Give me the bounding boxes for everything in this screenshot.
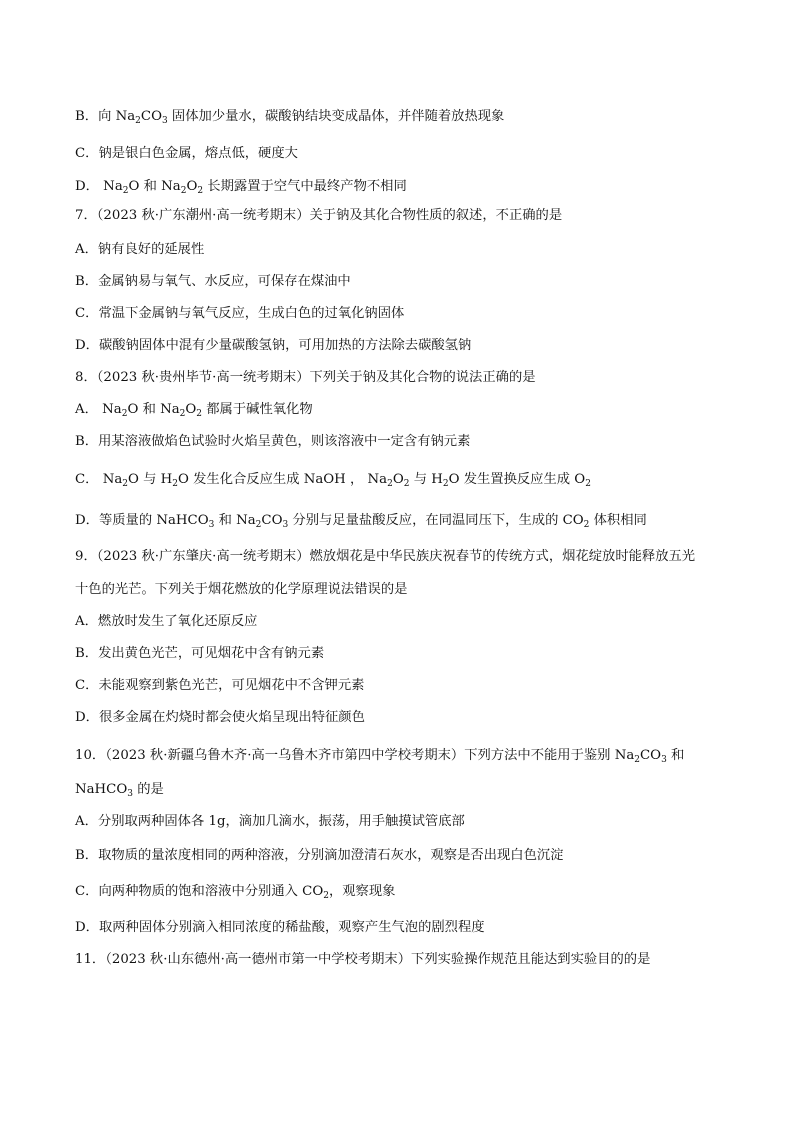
- subscript: 2: [634, 755, 640, 765]
- text-segment: A． Na: [75, 402, 122, 417]
- text-segment: NaHCO: [75, 782, 128, 797]
- text-line: [75, 580, 725, 600]
- text-segment: C．常温下金属钠与氧气反应，生成白色的过氧化钠固体: [75, 306, 405, 321]
- text-segment: B．发出黄色光芒，可见烟花中含有钠元素: [75, 646, 325, 661]
- text-segment: O 发生化合反应生成 NaOH ， Na: [177, 472, 388, 487]
- text-segment: O: [185, 402, 197, 417]
- text-line: [75, 950, 725, 970]
- text-segment: 7．（2023 秋·广东潮州·高一统考期末）关于钠及其化合物性质的叙述，不正确的是: [75, 208, 563, 223]
- text-line: [75, 511, 725, 531]
- text-line: [75, 304, 725, 324]
- text-segment: O 和 Na: [127, 402, 180, 417]
- text-segment: A．分别取两种固体各 1g，滴加几滴水，振荡，用手触摸试管底部: [75, 814, 465, 829]
- text-segment: D．等质量的 NaHCO: [75, 513, 209, 528]
- text-line: [75, 272, 725, 292]
- text-segment: D．很多金属在灼烧时都会使火焰呈现出特征颜色: [75, 710, 365, 725]
- text-line: [75, 240, 725, 260]
- text-segment: 9．（2023 秋·广东肇庆·高一统考期末）燃放烟花是中华民族庆祝春节的传统方式，烟花绽放时能释放五光: [75, 549, 696, 564]
- text-segment: C．未能观察到紫色光芒，可见烟花中不含钾元素: [75, 678, 365, 693]
- text-segment: 和: [666, 748, 685, 763]
- subscript: 2: [135, 116, 141, 126]
- subscript: 2: [180, 186, 187, 196]
- text-segment: D．碳酸钠固体中混有少量碳酸氢钠，可用加热的方法除去碳酸氢钠: [75, 338, 472, 353]
- subscript: 2: [403, 479, 410, 489]
- text-segment: 和 Na: [214, 513, 256, 528]
- text-segment: O 发生置换反应生成 O: [448, 472, 586, 487]
- text-segment: CO: [640, 748, 662, 763]
- text-line: [75, 612, 725, 632]
- text-line: [75, 780, 725, 800]
- text-segment: B．金属钠易与氧气、水反应，可保存在煤油中: [75, 274, 351, 289]
- text-line: [75, 812, 725, 832]
- text-segment: 11．（2023 秋·山东德州·高一德州市第一中学校考期末）下列实验操作规范且能达到实验目的的是: [75, 952, 651, 967]
- text-segment: 10．（2023 秋·新疆乌鲁木齐·高一乌鲁木齐市第四中学校考期末）下列方法中不能用于鉴别 Na: [75, 748, 635, 763]
- text-line: [75, 882, 725, 902]
- subscript: 2: [323, 891, 329, 901]
- text-line: [75, 846, 725, 866]
- text-line: [75, 368, 725, 388]
- text-segment: 分别与足量盐酸反应，在同温同压下，生成的 CO: [288, 513, 584, 528]
- subscript: 2: [583, 520, 590, 530]
- text-segment: O 和 Na: [128, 179, 181, 194]
- subscript: 2: [121, 409, 128, 419]
- subscript: 3: [282, 520, 289, 530]
- text-segment: C．钠是银白色金属，熔点低，硬度大: [75, 146, 298, 161]
- text-line: [75, 144, 725, 164]
- text-segment: 长期露置于空气中最终产物不相同: [203, 179, 407, 194]
- subscript: 2: [122, 479, 128, 489]
- subscript: 3: [161, 116, 168, 126]
- subscript: 2: [387, 479, 393, 489]
- text-line: [75, 676, 725, 696]
- text-segment: C．向两种物质的饱和溶液中分别通入 CO: [75, 884, 324, 899]
- text-segment: D． Na: [75, 179, 123, 194]
- subscript: 2: [197, 186, 204, 196]
- text-segment: 固体加少量水，碳酸钠结块变成晶体，并伴随着放热现象: [167, 109, 505, 124]
- text-segment: 的是: [132, 782, 164, 797]
- text-line: [75, 918, 725, 938]
- text-line: [75, 746, 725, 766]
- subscript: 2: [585, 479, 591, 489]
- subscript: 3: [208, 520, 215, 530]
- text-line: [75, 432, 725, 452]
- text-line: [75, 107, 725, 127]
- text-segment: A．燃放时发生了氧化还原反应: [75, 614, 258, 629]
- text-segment: CO: [261, 513, 283, 528]
- text-segment: D．取两种固体分别滴入相同浓度的稀盐酸，观察产生气泡的剧烈程度: [75, 920, 485, 935]
- text-segment: 十色的光芒。下列关于烟花燃放的化学原理说法错误的是: [75, 582, 408, 597]
- text-segment: B．用某溶液做焰色试验时火焰呈黄色，则该溶液中一定含有钠元素: [75, 434, 471, 449]
- text-line: [75, 644, 725, 664]
- text-segment: CO: [140, 109, 162, 124]
- subscript: 2: [255, 520, 262, 530]
- subscript: 2: [442, 479, 449, 489]
- text-line: [75, 470, 725, 490]
- text-segment: B．向 Na: [75, 109, 136, 124]
- text-segment: 体积相同: [589, 513, 647, 528]
- text-segment: A．钠有良好的延展性: [75, 242, 205, 257]
- text-segment: 8．（2023 秋·贵州毕节·高一统考期末）下列关于钠及其化合物的说法正确的是: [75, 370, 536, 385]
- subscript: 2: [179, 409, 186, 419]
- subscript: 2: [196, 409, 203, 419]
- text-segment: O 与 H: [128, 472, 173, 487]
- text-line: [75, 400, 725, 420]
- text-line: [75, 177, 725, 197]
- subscript: 3: [661, 755, 667, 765]
- text-segment: ，观察现象: [328, 884, 396, 899]
- text-segment: O: [186, 179, 198, 194]
- text-segment: C． Na: [75, 472, 123, 487]
- text-line: [75, 547, 725, 567]
- subscript: 2: [122, 186, 129, 196]
- subscript: 2: [172, 479, 178, 489]
- text-segment: 都属于碱性氧化物: [202, 402, 313, 417]
- text-segment: 与 H: [409, 472, 443, 487]
- text-line: [75, 336, 725, 356]
- subscript: 3: [127, 789, 133, 799]
- text-line: [75, 206, 725, 226]
- text-segment: B．取物质的量浓度相同的两种溶液，分别滴加澄清石灰水，观察是否出现白色沉淀: [75, 848, 564, 863]
- text-line: [75, 708, 725, 728]
- text-segment: O: [392, 472, 404, 487]
